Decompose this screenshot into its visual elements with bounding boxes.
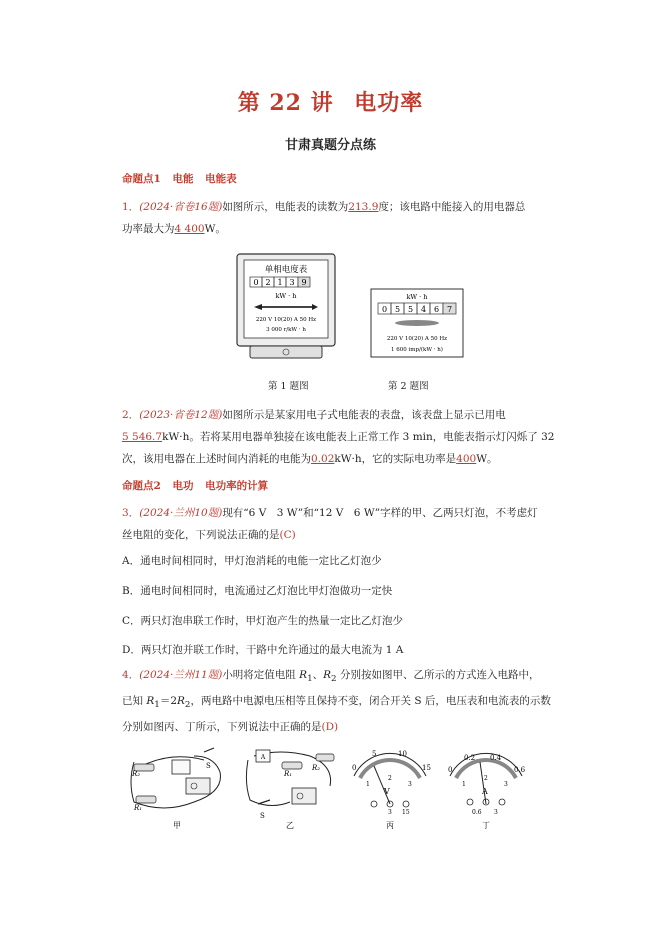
meter-digit: 0 <box>381 305 388 314</box>
figure-label: 丁 <box>482 821 490 830</box>
page-title <box>0 86 661 117</box>
question-text: 小明将定值电阻 <box>222 669 300 681</box>
meter-digit: 5 <box>394 305 401 314</box>
question-text: ，两电路中电源电压相等且保持不变，闭合开关 S 后，电压表和电流表的示数 <box>190 695 551 708</box>
voltmeter-terminal-label: 3 <box>388 809 392 816</box>
question-text: W。 <box>476 453 498 465</box>
ammeter-terminal-label: 3 <box>494 809 498 816</box>
symbol-r: R <box>146 695 155 708</box>
answer: 213.9 <box>348 201 379 213</box>
question-number: 3． <box>122 507 140 519</box>
question-text: kW·h。若将某用电器单独接在该电能表上正常工作 3 min，电能表指示灯闪烁了 32 <box>162 431 555 443</box>
figure-circuit-jia <box>124 742 230 834</box>
resistor-icon <box>282 762 302 769</box>
answer: 4 400 <box>174 223 205 235</box>
meter-digit: 1 <box>277 278 283 287</box>
ammeter-tick-label: 0.4 <box>490 754 502 762</box>
figure-meter-2 <box>370 288 464 358</box>
question-line <box>122 426 555 448</box>
section-label: 命题点2 <box>122 480 161 492</box>
ammeter-tick-label: 0.2 <box>464 754 476 762</box>
resistor-icon <box>316 754 334 761</box>
symbol-sub: 2 <box>184 700 191 711</box>
ammeter-small-label: 3 <box>504 781 508 788</box>
voltmeter-needle-icon <box>374 766 390 804</box>
figure-caption-1: 第 1 题图 <box>268 381 309 392</box>
symbol-sub: 1 <box>307 674 313 685</box>
meter-box-icon <box>172 760 190 774</box>
question-source: (2024·兰州10题) <box>139 507 223 519</box>
meter-indicator-icon <box>395 320 439 326</box>
question-3 <box>122 502 552 546</box>
meter-digit: 9 <box>301 278 307 287</box>
question-line <box>122 196 552 218</box>
lecture-number: 第 22 讲 <box>237 90 334 116</box>
figure-circuit-yi <box>240 742 340 834</box>
question-text: 分别如图丙、丁所示，下列说法中正确的是 <box>122 721 322 734</box>
question-text: 功率最大为 <box>122 223 175 235</box>
meter-spec: 3 000 r/kW · h <box>266 327 306 333</box>
question-line <box>122 690 552 716</box>
ammeter-symbol: A <box>482 787 488 796</box>
meter-spec: 220 V 10(20) A 50 Hz <box>386 336 448 342</box>
battery-icon <box>292 788 316 804</box>
ammeter-needle-icon <box>480 762 486 804</box>
resistor-icon <box>136 796 156 803</box>
battery-icon <box>186 778 210 794</box>
answer: (D) <box>321 721 339 734</box>
question-source: (2024·省卷16题) <box>139 201 223 213</box>
answer: 0.02 <box>311 453 335 465</box>
label-ammeter: A <box>260 754 266 761</box>
option-d: D．两只灯泡并联工作时，干路中允许通过的最大电流为 1 A <box>122 644 404 656</box>
question-2 <box>122 404 555 470</box>
symbol-r: R <box>299 669 308 681</box>
question-line <box>122 404 552 426</box>
symbol-sub: 1 <box>154 700 160 711</box>
label-switch: S <box>260 812 265 820</box>
question-text: 丝电阻的变化，下列说法正确的是 <box>122 529 280 541</box>
label-r2: R₂ <box>132 770 141 778</box>
meter-unit: kW · h <box>406 293 428 301</box>
question-text: W。 <box>204 223 226 235</box>
question-line <box>122 502 552 524</box>
voltmeter-small-label: 1 <box>366 781 370 788</box>
figure-label: 甲 <box>173 821 181 830</box>
meter-digit: 2 <box>265 278 271 287</box>
meter-digit: 5 <box>407 305 414 314</box>
voltmeter-tick-label: 10 <box>398 750 407 758</box>
option-a: A．通电时间相同时，甲灯泡消耗的电能一定比乙灯泡少 <box>122 555 382 567</box>
voltmeter-tick-label: 15 <box>422 764 431 772</box>
answer: 400 <box>456 453 477 465</box>
voltmeter-terminal-label: 15 <box>402 809 410 816</box>
voltmeter-small-label: 3 <box>408 781 412 788</box>
figure-label: 丙 <box>386 821 394 830</box>
label-r1: R₁ <box>284 770 293 778</box>
question-line <box>122 524 552 546</box>
ammeter-tick-label: 0.6 <box>514 766 526 774</box>
question-line <box>122 664 552 690</box>
meter-unit: kW · h <box>275 292 297 300</box>
meter-digit: 0 <box>253 278 259 287</box>
meter-digit: 6 <box>433 305 440 314</box>
ammeter-small-label: 2 <box>484 775 488 782</box>
meter-digit: 7 <box>446 305 453 314</box>
question-text: 分别按如图甲、乙所示的方式连入电路中， <box>336 669 540 681</box>
question-1 <box>122 196 552 240</box>
question-line <box>122 716 552 738</box>
figure-meter-1 <box>236 253 336 363</box>
question-text: 次，该用电器在上述时间内消耗的电能为 <box>122 453 311 465</box>
question-text: 如图所示，电能表的读数为 <box>222 201 349 213</box>
label-switch: S <box>206 762 211 770</box>
question-text: 度；该电路中能接入的用电器总 <box>378 201 526 213</box>
symbol-sub: 2 <box>331 674 337 685</box>
option-b: B．通电时间相同时，电流通过乙灯泡比甲灯泡做功一定快 <box>122 585 393 597</box>
voltmeter-tick-label: 0 <box>352 764 357 772</box>
symbol-r: R <box>323 669 332 681</box>
meter-spec: 220 V 10(20) A 50 Hz <box>255 317 317 323</box>
question-number: 4． <box>122 669 140 681</box>
label-r2: R₂ <box>312 764 321 772</box>
section-name: 电功 <box>172 480 194 492</box>
figure-ammeter-ding <box>440 742 532 834</box>
meter-spec: 1 600 imp/(kW · h) <box>391 347 443 353</box>
question-number: 1． <box>122 201 140 213</box>
section-name: 电能表 <box>205 173 237 185</box>
section-heading-1 <box>122 171 245 186</box>
question-number: 2． <box>122 409 140 421</box>
question-source: (2024·兰州11题) <box>139 669 223 681</box>
section-name: 电能 <box>172 173 194 185</box>
section-name: 电功率的计算 <box>205 480 269 492</box>
voltmeter-symbol: V <box>384 787 390 796</box>
question-text: 已知 <box>122 695 147 708</box>
question-text: 、 <box>312 669 324 681</box>
option-c: C．两只灯泡串联工作时，甲灯泡产生的热量一定比乙灯泡少 <box>122 615 404 627</box>
label-r1: R₁ <box>134 804 143 812</box>
voltmeter-small-label: 2 <box>388 775 392 782</box>
page-subtitle: 甘肃真题分点练 <box>284 138 376 153</box>
question-line <box>122 448 552 470</box>
section-heading-2 <box>122 478 276 493</box>
question-text: 如图所示是某家用电子式电能表的表盘，该表盘上显示已用电 <box>222 409 506 421</box>
meter-digit: 4 <box>420 305 427 314</box>
figure-caption-2: 第 2 题图 <box>388 381 429 392</box>
section-label: 命题点1 <box>122 173 161 185</box>
question-text: kW·h，它的实际电功率是 <box>334 453 457 465</box>
answer: 5 546.7 <box>122 431 163 443</box>
voltmeter-tick-label: 5 <box>372 750 377 758</box>
ammeter-tick-label: 0 <box>448 766 453 774</box>
symbol-r: R <box>177 695 185 708</box>
lecture-topic: 电功率 <box>354 90 424 116</box>
ammeter-terminal-label: 0.6 <box>472 809 482 816</box>
answer: (C) <box>279 529 296 541</box>
switch-icon <box>258 800 270 804</box>
meter-header: 单相电度表 <box>264 265 308 275</box>
question-4 <box>122 664 552 738</box>
figure-voltmeter-bing <box>344 742 436 834</box>
question-text: ＝2 <box>159 695 178 708</box>
question-text: 现有“6 V 3 W”和“12 V 6 W”字样的甲、乙两只灯泡，不考虑灯 <box>222 507 538 519</box>
figure-label: 乙 <box>286 821 294 830</box>
ammeter-small-label: 1 <box>462 781 466 788</box>
meter-digit: 3 <box>289 278 295 287</box>
question-line <box>122 218 552 240</box>
switch-icon <box>204 748 214 752</box>
question-source: (2023·省卷12题) <box>139 409 223 421</box>
